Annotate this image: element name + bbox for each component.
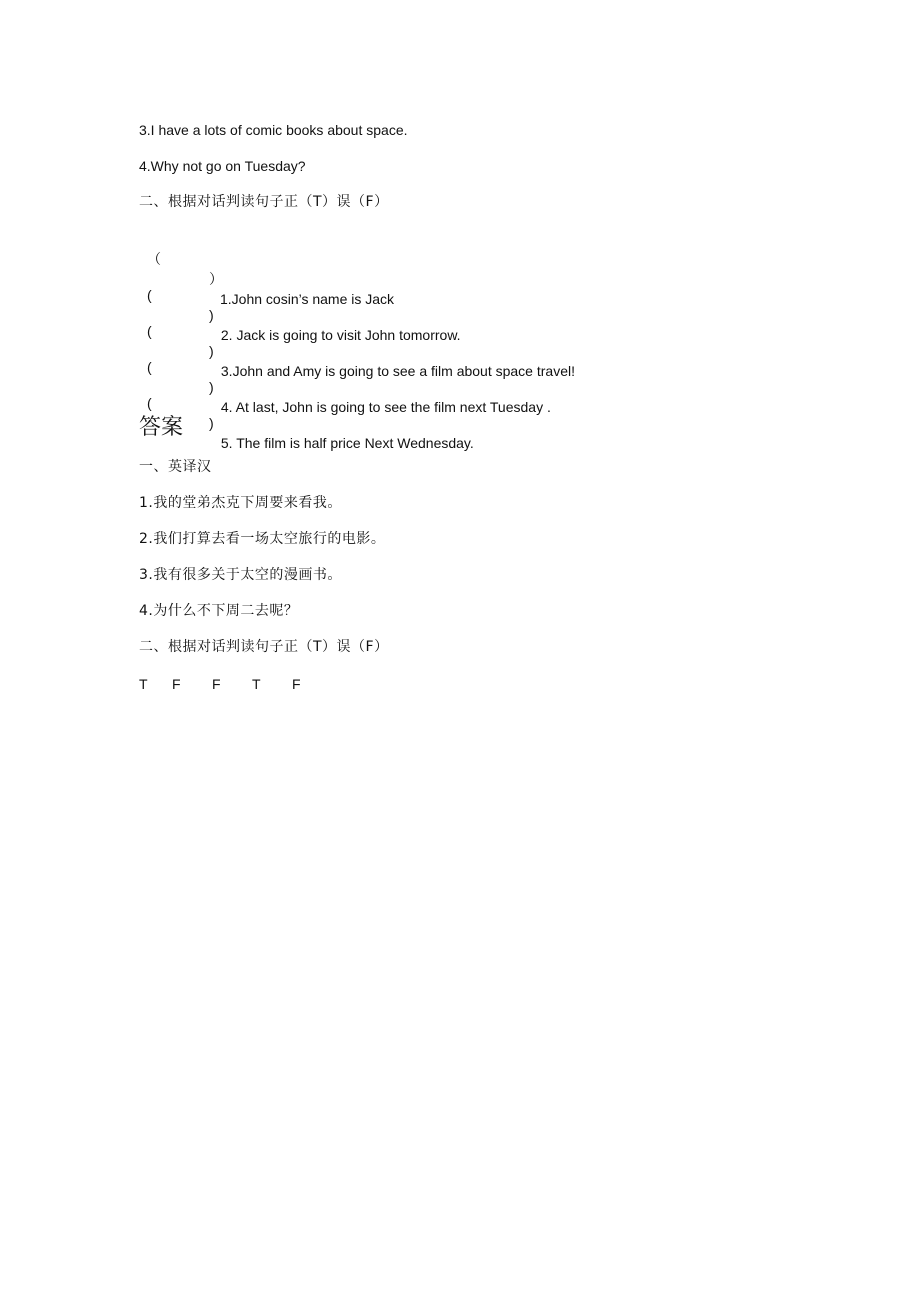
section-2-heading: 二、根据对话判读句子正（T）误（F）	[139, 194, 389, 210]
tf-blank-close: )	[209, 307, 214, 323]
answer-tf-1: T	[139, 676, 148, 692]
answer-tf-4: T	[252, 676, 261, 692]
answer-translation-4: 4.为什么不下周二去呢？	[139, 603, 299, 619]
tf-statement: 1.John cosin’s name is Jack	[220, 291, 395, 307]
tf-blank-open: (	[147, 359, 152, 375]
tf-statement: 4. At last, John is going to see the film next Tuesday .	[217, 399, 551, 415]
tf-statement: 3.John and Amy is going to see a film about space travel!	[217, 363, 575, 379]
tf-blank-close: )	[209, 343, 214, 359]
answers-section-1-heading: 一、英译汉	[139, 459, 212, 475]
tf-blank-close: ）	[209, 271, 223, 287]
answer-tf-2: F	[172, 676, 181, 692]
tf-blank-open: (	[147, 323, 152, 339]
answer-translation-1: 1.我的堂弟杰克下周要来看我。	[139, 495, 342, 511]
tf-blank-open: (	[147, 287, 152, 303]
answers-section-2-heading: 二、根据对话判读句子正（T）误（F）	[139, 639, 389, 655]
sentence-3: 3.I have a lots of comic books about space.	[139, 122, 408, 138]
answer-tf-3: F	[212, 676, 221, 692]
tf-blank-open: （	[147, 251, 161, 267]
tf-blank-open: (	[147, 395, 152, 411]
answer-translation-2: 2.我们打算去看一场太空旅行的电影。	[139, 531, 386, 547]
answers-title: 答案	[139, 415, 184, 440]
tf-statement: 2. Jack is going to visit John tomorrow.	[217, 327, 461, 343]
tf-statement: 5. The film is half price Next Wednesday.	[217, 435, 474, 451]
answer-translation-3: 3.我有很多关于太空的漫画书。	[139, 567, 342, 583]
tf-blank-close: )	[209, 379, 214, 395]
answer-tf-5: F	[292, 676, 301, 692]
tf-blank-close: )	[209, 415, 214, 431]
sentence-4: 4.Why not go on Tuesday?	[139, 158, 306, 174]
